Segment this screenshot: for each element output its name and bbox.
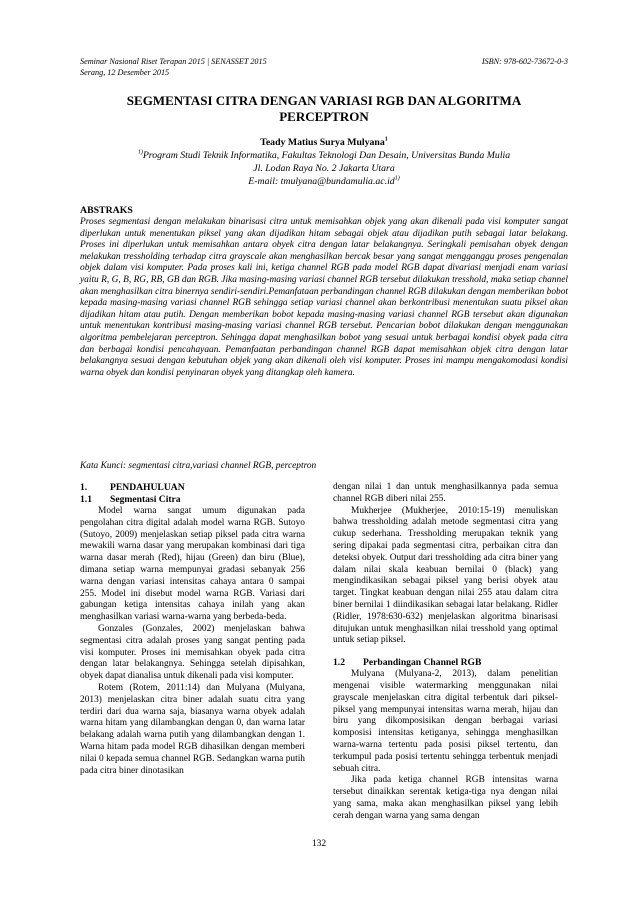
subsection-heading: 1.2 Perbandingan Channel RGB [333, 657, 482, 669]
keywords: Kata Kunci: segmentasi citra,variasi channel RGB, perceptron [80, 461, 317, 471]
conference-name: Seminar Nasional Riset Terapan 2015 | SENASSET 2015 [80, 57, 267, 66]
body-paragraph: Rotem (Rotem, 2011:14) dan Mulyana (Mulyana, 2013) menjelaskan citra biner adalah suatu citra yang terdiri dari dua warna saja, biasanya warna obyek adalah warna hitam yang dilambangkan dengan 0, dan warna latar belakang adalah warna putih yang dilambangkan dengan 1. Warna hitam pada model RGB dihasilkan dengan memberi nilai 0 kepada semua channel RGB. Sedangkan warna putih pada citra biner dinotasikan [80, 682, 305, 776]
body-paragraph: dengan nilai 1 dan untuk menghasilkannya pada semua channel RGB diberi nilai 255. [333, 482, 558, 504]
body-paragraph: Gonzales (Gonzales, 2002) menjelaskan bahwa segmentasi citra adalah proses yang sangat penting pada visi komputer. Proses ini memisahkan obyek pada citra dengan latar belakangnya. Sehingga setelah dipisahkan, obyek dapat dianalisa untuk dikenali pada visi komputer. [80, 623, 305, 682]
abstract-text: Proses segmentasi dengan melakukan binarisasi citra untuk memisahkan objek yang akan dikenali pada visi komputer sangat diperlukan untuk menentukan piksel yang akan dijadikan hitam sebagai objek atau dijadikan putih sebagai latar belakang. Proses ini diperlukan untuk memisahkan antara obyek citra dengan latar belakangnya. Seringkali pemisahan obyek dengan melakukan tressholding terhadap citra grayscale akan menghasilkan bercak besar yang sangat mengganggu proses pengenalan objek dalam visi komputer. Pada proses kali ini, ketiga channel RGB pada model RGB dapat divariasi menjadi enam variasi yaitu R, G, B, RG, RB, GB dan RGB. Jika masing-masing variasi channel RGB tersebut dilakukan tresshold, maka setiap channel akan menghasilkan citra binernya sendiri-sendiri.Pemanfataan perbandingan channel RGB dilakukan dengan memberikan bobot kepada masing-masing variasi channel RGB sehingga setiap variasi channel akan berkontribusi menentukan suatu piksel akan dijadikan hitam atau putih. Dengan memberikan bobot kepada masing-masing variasi channel RGB tersebut akan digunakan untuk menentukan kontribusi masing-masing variasi channel RGB tersebut. Pencarian bobot dilakukan dengan menggunakan algoritma pembelejaran perceptron. Sehingga dapat menghasilkan bobot yang sesuai untuk berbagai kondisi obyek pada citra dan berbagai kondisi pencahayaan. Pemanfaatan perbandingan channel RGB dapat memisahkan objek citra dengan latar belakangnya sesuai dengan kebutuhan objek yang akan dikenali oleh visi komputer. Proses ini mampu mengakomodasi kondisi warna obyek dan kondisi penyinaran obyek yang ditangkap oleh kamera. [80, 217, 568, 378]
paper-title [80, 93, 568, 125]
section-heading: 1. PENDAHULUAN [80, 482, 185, 493]
body-column-right [333, 482, 558, 823]
page-number: 132 [311, 839, 327, 849]
body-paragraph: Mukherjee (Mukherjee, 2010:15-19) menuliskan bahwa tressholding adalah metode segmentasi citra yang cukup sederhana. Tressholding merupakan teknik yang sering dipakai pada segmentasi citra, perbaikan citra dan deteksi obyek. Output dari tressholding ada citra biner yang dalam nilai skala keabuan bernilai 0 (black) yang mengindikasikan sebagai piksel yang berisi obyek atau target. Tingkat keabuan dengan nilai 255 atau dalam citra biner bernilai 1 diindikasikan sebagai latar belakang. Ridler (Ridler, 1978:630-632) menjelaskan algoritma binarisasi ditujukan untuk menghasilkan nilai tresshold yang optimal untuk setiap piksel. [333, 505, 558, 646]
author-email: E-mail: $tmulyana@bundamulia.ac.id^{1)}$ [248, 175, 400, 187]
author-name: Teady Matius Surya Mulyana$^1$ [260, 136, 388, 148]
author-address: Jl. Lodan Raya No. 2 Jakarta Utara [253, 163, 395, 174]
body-column-left [80, 482, 305, 777]
title-line-1: SEGMENTASI CITRA DENGAN VARIASI RGB DAN ALGORITMA [126, 93, 522, 108]
abstract-heading: ABSTRAKS [80, 205, 133, 216]
body-paragraph: Model warna sangat umum digunakan pada pengolahan citra digital adalah model warna RGB. Sutoyo (Sutoyo, 2009) menjelaskan setiap piksel pada citra warna mewakili warna dasar yang merupakan kombinasi dari tiga warna dasar merah (Red), hijau (Green) dan biru (Blue), dimana setiap warna mempunyai gradasi sebanyak 256 warna dengan variasi intensitas cahaya antara 0 sampai 255. Model ini disebut model warna RGB. Variasi dari gabungan ketiga intensitas cahaya inilah yang akan menghasilkan variasi warna-warna yang berbeda-beda. [80, 506, 305, 623]
title-line-2: PERCEPTRON [279, 109, 369, 124]
body-paragraph: Mulyana (Mulyana-2, 2013), dalam penelitian mengenai visible watermarking menggunakan nilai grayscale menjelaskan citra digital terbentuk dari piksel-piksel yang mempunyai intensitas warna merah, hijau dan biru yang dikomposisikan dengan berbagai variasi komposisi intensitas ketiganya, sehingga menghasilkan warna-warna tertentu pada posisi piksel tertentu, dan terkumpul pada posisi tertentu sehingga terbentuk menjadi sebuah citra. [333, 669, 558, 774]
isbn: ISBN: 978-602-73672-0-3 [481, 57, 568, 66]
running-header [80, 57, 568, 78]
subsection-heading: 1.1 Segmentasi Citra [80, 494, 181, 505]
author-affiliation: $^{1)}$Program Studi Teknik Informatika, Fakultas Teknologi Dan Desain, Universitas Bunda Mulia [137, 149, 511, 161]
conference-location-date: Serang, 12 Desember 2015 [80, 67, 170, 77]
body-paragraph: Jika pada ketiga channel RGB intensitas warna tersebut dinaikkan serentak ketiga-tiga nya dengan nilai yang sama, maka akan menghasilkan piksel yang lebih cerah dengan warna yang sama dengan [333, 775, 558, 821]
author-block [80, 136, 568, 188]
abstract-section [80, 205, 568, 379]
